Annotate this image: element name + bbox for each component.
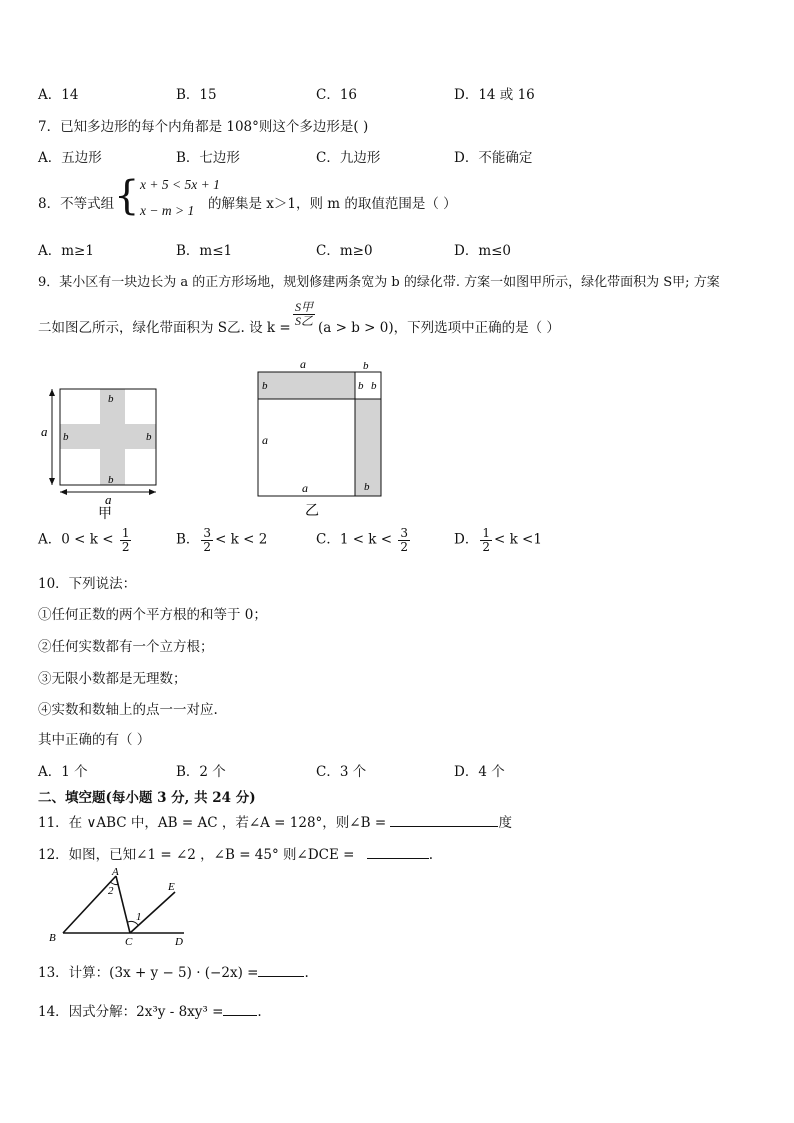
q11-stem: 11．在 ∨ABC 中，AB = AC ，若∠A = 128°，则∠B = 度: [38, 815, 512, 831]
q6-option-a: A．14: [38, 87, 79, 103]
q12-label-e: E: [168, 881, 175, 893]
yi-caption: 乙: [305, 504, 319, 519]
q7-option-b: B．七边形: [176, 150, 240, 166]
q10-stem: 10．下列说法：: [38, 576, 137, 592]
q12-label-c: C: [125, 936, 133, 948]
q14-answer-blank[interactable]: [223, 1014, 257, 1016]
q13-answer-blank[interactable]: [258, 975, 304, 977]
q8-stem-post: 的解集是 x＞1，则 m 的取值范围是（ ）: [208, 196, 457, 212]
q14-stem: 14．因式分解：2x³y - 8xy³ = .: [38, 1004, 262, 1020]
q12-answer-blank[interactable]: [367, 857, 429, 859]
q9-k-numerator: S甲: [295, 300, 314, 314]
jia-label-a-side: a: [41, 424, 48, 439]
q9-k-fraction: [291, 301, 317, 327]
jia-horizontal-strip: [60, 424, 156, 449]
q10-option-c: C．3 个: [316, 764, 367, 780]
figure-yi: [250, 356, 390, 521]
q10-option-a: A．1 个: [38, 764, 88, 780]
q8-inequality-1: x + 5 < 5x + 1: [140, 177, 220, 192]
q9-stem-line2-pre: 二如图乙所示，绿化带面积为 S乙. 设 k =: [38, 320, 291, 336]
q8-stem-pre: 8．不等式组: [38, 196, 115, 212]
q6-option-b: B．15: [176, 87, 217, 103]
jia-caption: 甲: [98, 507, 112, 520]
q10-option-b: B．2 个: [176, 764, 226, 780]
q6-option-d: D．14 或 16: [454, 87, 535, 103]
q8-option-b: B．m≤1: [176, 243, 233, 259]
q9-option-c: C．1 < k < $\frac{3}{2}$: [316, 526, 409, 554]
q10-option-d: D．4 个: [454, 764, 505, 780]
q7-option-c: C．九边形: [316, 150, 381, 166]
yi-label-a-top: a: [300, 357, 306, 371]
jia-label-b-right: b: [146, 431, 152, 443]
q9-option-d: D． $\frac{1}{2}$ < k <1: [454, 526, 542, 554]
yi-label-b-strip: b: [262, 380, 268, 392]
q12-label-a: A: [112, 866, 119, 878]
jia-label-a-bottom: a: [105, 492, 112, 507]
yi-label-b-top: b: [363, 360, 369, 372]
q11-answer-blank[interactable]: [390, 825, 498, 827]
q7-stem: 7．已知多边形的每个内角都是 108°则这个多边形是( ): [38, 119, 369, 135]
q10-statement-3: ③无限小数都是无理数；: [38, 671, 187, 687]
q10-statement-2: ②任何实数都有一个立方根；: [38, 639, 214, 655]
yi-top-strip: [258, 372, 355, 399]
jia-label-b-top: b: [108, 393, 114, 405]
q12-label-2: 2: [108, 885, 114, 897]
q8-brace: {: [114, 173, 140, 219]
q7-option-a: A．五边形: [38, 150, 102, 166]
yi-label-b-corner-left: b: [358, 380, 364, 392]
q10-statement-1: ①任何正数的两个平方根的和等于 0；: [38, 607, 267, 623]
q8-option-a: A．m≥1: [38, 243, 94, 259]
q10-statement-4: ④实数和数轴上的点一一对应.: [38, 702, 218, 718]
q12-stem: 12．如图，已知∠1 = ∠2 ，∠B = 45° 则∠DCE = .: [38, 847, 434, 863]
figure-jia: [36, 380, 176, 520]
q6-option-c: C．16: [316, 87, 358, 103]
q13-stem: 13．计算：(3x + y − 5) · (−2x) = .: [38, 965, 309, 981]
q12-label-b: B: [49, 932, 56, 944]
yi-label-b-bottom: b: [364, 481, 370, 493]
q12-label-1: 1: [136, 911, 142, 923]
q7-option-d: D．不能确定: [454, 150, 533, 166]
q9-stem-line2-post: (a > b > 0)，下列选项中正确的是（ ）: [318, 320, 560, 336]
q10-ask: 其中正确的有（ ）: [38, 732, 151, 748]
q12-figure: [44, 862, 194, 950]
q8-option-d: D．m≤0: [454, 243, 512, 259]
yi-label-a-bottom: a: [302, 481, 308, 495]
q12-label-d: D: [175, 936, 183, 948]
q9-k-denominator: S乙: [295, 313, 314, 328]
yi-label-b-corner-right: b: [371, 380, 377, 392]
section-2-title: 二、填空题(每小题 3 分, 共 24 分): [38, 790, 256, 806]
jia-label-b-left: b: [63, 431, 69, 443]
q9-option-b: B． $\frac{3}{2}$ < k < 2: [176, 526, 268, 554]
jia-label-b-bottom: b: [108, 474, 114, 486]
yi-label-a-left: a: [262, 433, 268, 447]
q9-option-a: A．0 < k < $\frac{1}{2}$: [38, 526, 130, 554]
q9-stem-line1: 9．某小区有一块边长为 a 的正方形场地，规划修建两条宽为 b 的绿化带. 方案一如图甲所示，绿化带面积为 S甲; 方案: [38, 275, 720, 290]
q8-option-c: C．m≥0: [316, 243, 373, 259]
q8-inequality-2: x − m > 1: [140, 203, 195, 218]
